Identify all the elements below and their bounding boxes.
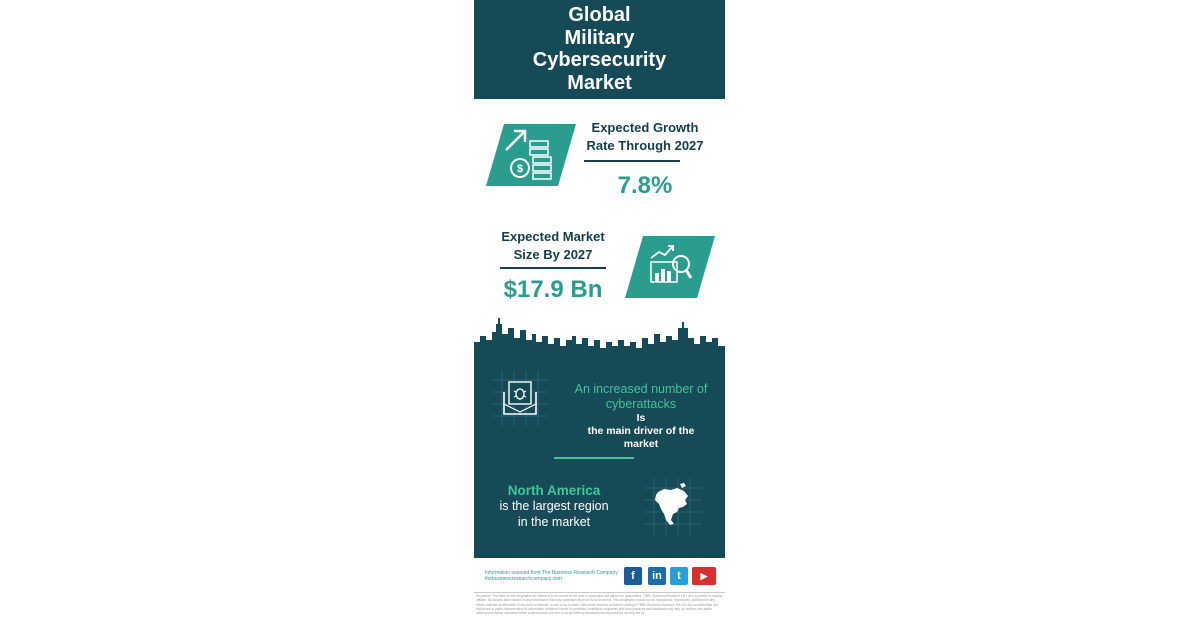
driver-highlight-line: An increased number of (574, 382, 708, 396)
region-text-line: in the market (517, 514, 591, 529)
driver-text-line: Is (636, 412, 646, 424)
market-size-rule (500, 267, 606, 269)
driver-highlight (566, 382, 716, 411)
market-size-label (492, 228, 614, 264)
growth-label-line: Rate Through 2027 (586, 138, 704, 153)
title-line: Global (568, 4, 631, 26)
growth-icon (486, 124, 576, 186)
city-skyline-graphic (474, 316, 725, 366)
title-line: Market (567, 71, 632, 94)
footer-divider (474, 592, 725, 593)
region-text (488, 499, 620, 530)
bug-envelope-icon (492, 370, 548, 426)
infographic (474, 0, 725, 628)
driver-text-line: market (623, 438, 659, 450)
svg-text:$: $ (516, 163, 524, 175)
facebook-icon[interactable]: f (624, 567, 642, 585)
section-divider (554, 457, 634, 459)
region-text-line: is the largest region (499, 499, 609, 513)
title-line: Military (564, 26, 635, 49)
linkedin-icon[interactable]: in (648, 567, 666, 585)
market-analysis-icon (625, 236, 715, 298)
market-size-value: $17.9 Bn (503, 276, 603, 303)
driver-text-line: the main driver of the (587, 425, 695, 437)
north-america-map-icon (644, 478, 702, 536)
title-line: Cybersecurity (532, 49, 667, 71)
growth-rule (584, 160, 680, 162)
source-info (485, 570, 630, 582)
source-line: Information sourced from The Business Research Company (485, 570, 618, 576)
driver-highlight-line: cyberattacks (605, 396, 677, 411)
disclaimer-text: Disclaimer: The facts of this infographic are believed to be correct at the time of publication but cannot be guaranteed. TBRC Business Research Pvt Ltd is a private no-trading affiliate. No actions taken based on any information that may subsequently prove to be incorrect. This infographic should not be reproduced, reproduced, published in any media, website or otherwise, in any form or manner, in part or as a whole, without the express consent in writing of TBRC Business Research Pvt Ltd. Any unauthorized use, disclosure or public dissemination of information contained herein is prohibited. Individual companies and local practices and standards may vary, so reviews and tallies utilizing information contained within a presentation are free to adopt differing standards and approaches as they see fit. (476, 594, 723, 616)
market-size-label-line: Expected Market (501, 229, 605, 244)
growth-label (577, 119, 713, 155)
youtube-icon[interactable]: ▶ (692, 567, 716, 585)
market-size-label-line: Size By 2027 (513, 247, 593, 262)
website-link[interactable]: thebusinessresearchcompany.com (485, 576, 562, 582)
growth-label-line: Expected Growth (591, 120, 699, 135)
driver-text (566, 412, 716, 451)
twitter-icon[interactable]: t (670, 567, 688, 585)
region-highlight: North America (507, 483, 601, 498)
header-banner (474, 0, 725, 99)
growth-value: 7.8% (617, 172, 673, 199)
infographic-title (474, 4, 725, 94)
